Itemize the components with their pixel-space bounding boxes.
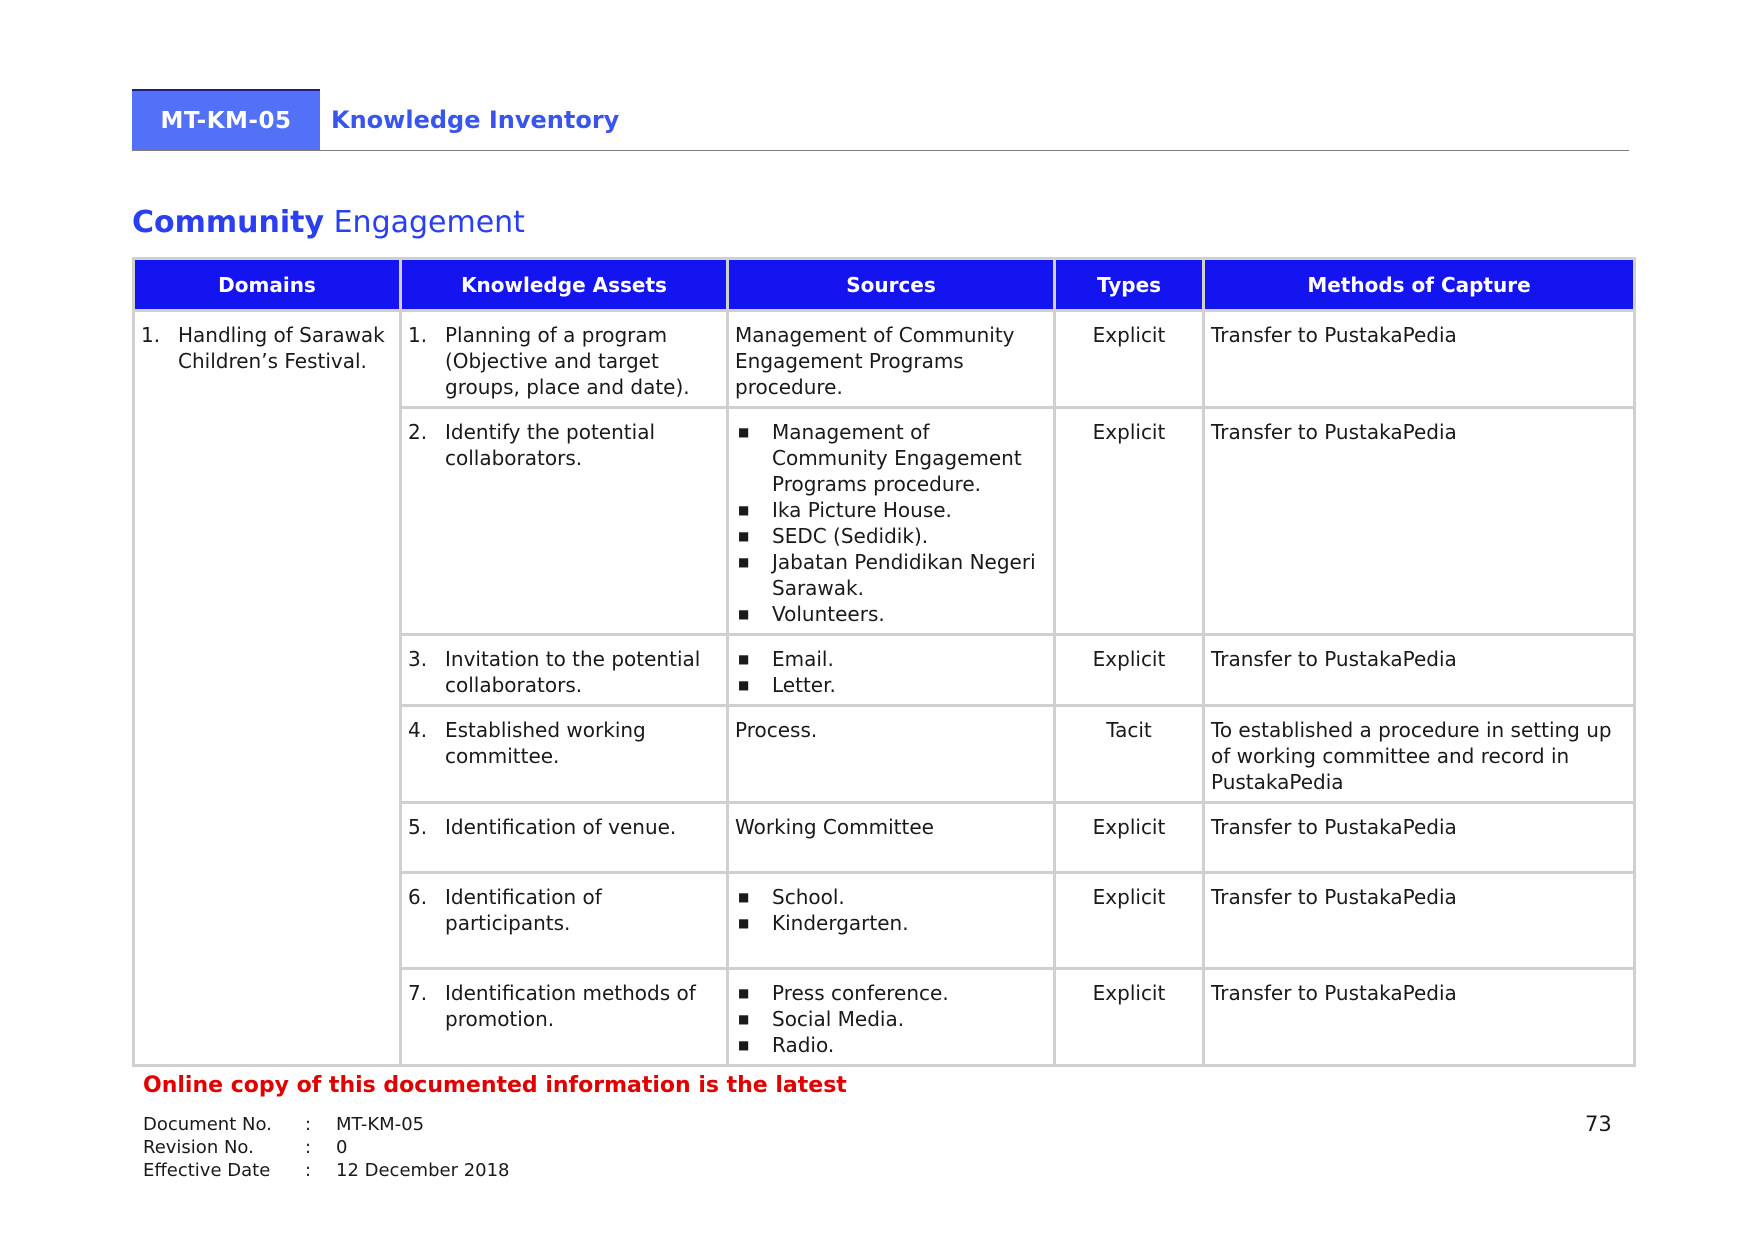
- type-cell: Tacit: [1055, 706, 1204, 803]
- source-cell: [728, 969, 1055, 1066]
- method-cell: Transfer to PustakaPedia: [1204, 873, 1635, 969]
- knowledge-asset-item: [408, 717, 720, 769]
- document-metadata: [143, 1113, 510, 1182]
- section-title: [132, 205, 525, 240]
- square-bullet-icon: ■: [738, 678, 750, 692]
- source-item-text: Jabatan Pendidikan Negeri Sarawak.: [772, 550, 1036, 600]
- table-row: [134, 311, 1635, 408]
- source-list-item: [735, 910, 1047, 936]
- method-cell: Transfer to PustakaPedia: [1204, 803, 1635, 873]
- method-cell: Transfer to PustakaPedia: [1204, 635, 1635, 706]
- source-list-item: [735, 497, 1047, 523]
- domain-item: [141, 322, 393, 374]
- knowledge-asset-cell: [401, 706, 728, 803]
- meta-value: 0: [336, 1137, 348, 1158]
- knowledge-inventory-table: [132, 257, 1636, 1067]
- source-item-text: Volunteers.: [772, 602, 885, 626]
- source-list-item: [735, 523, 1047, 549]
- knowledge-asset-cell: [401, 408, 728, 635]
- square-bullet-icon: ■: [738, 503, 750, 517]
- meta-row-document-no: [143, 1113, 510, 1136]
- source-item-text: Radio.: [772, 1033, 835, 1057]
- asset-number: 4.: [408, 718, 428, 742]
- source-list-item: [735, 419, 1047, 497]
- meta-row-effective-date: [143, 1159, 510, 1182]
- square-bullet-icon: ■: [738, 890, 750, 904]
- online-copy-notice: Online copy of this documented information is the latest: [143, 1073, 847, 1098]
- knowledge-asset-item: [408, 322, 720, 400]
- source-text: Management of Community Engagement Programs procedure.: [735, 323, 1015, 399]
- source-item-text: Email.: [772, 647, 834, 671]
- source-list-item: [735, 672, 1047, 698]
- knowledge-asset-cell: [401, 873, 728, 969]
- domain-cell: [134, 311, 401, 1066]
- knowledge-asset-cell: [401, 311, 728, 408]
- meta-separator: :: [305, 1160, 312, 1181]
- source-cell: [728, 873, 1055, 969]
- meta-value: 12 December 2018: [336, 1160, 510, 1181]
- square-bullet-icon: ■: [738, 425, 750, 439]
- source-cell: [728, 706, 1055, 803]
- source-item-text: SEDC (Sedidik).: [772, 524, 929, 548]
- knowledge-asset-item: [408, 419, 720, 471]
- square-bullet-icon: ■: [738, 1012, 750, 1026]
- table-header-row: [134, 259, 1635, 311]
- asset-text: Planning of a program (Objective and target groups, place and date).: [445, 323, 690, 399]
- source-list-item: [735, 1032, 1047, 1058]
- type-cell: Explicit: [1055, 969, 1204, 1066]
- domain-number: 1.: [141, 323, 161, 347]
- source-list: [735, 646, 1047, 698]
- type-cell: Explicit: [1055, 635, 1204, 706]
- source-item-text: Social Media.: [772, 1007, 905, 1031]
- column-header-types: Types: [1055, 259, 1204, 311]
- knowledge-asset-item: [408, 884, 720, 936]
- asset-number: 3.: [408, 647, 428, 671]
- square-bullet-icon: ■: [738, 916, 750, 930]
- column-header-sources: Sources: [728, 259, 1055, 311]
- method-cell: To established a procedure in setting up of working committee and record in PustakaPedia: [1204, 706, 1635, 803]
- source-cell: [728, 803, 1055, 873]
- source-cell: [728, 408, 1055, 635]
- asset-text: Identification methods of promotion.: [445, 981, 696, 1031]
- square-bullet-icon: ■: [738, 555, 750, 569]
- square-bullet-icon: ■: [738, 1038, 750, 1052]
- source-list-item: [735, 980, 1047, 1006]
- source-cell: [728, 311, 1055, 408]
- square-bullet-icon: ■: [738, 986, 750, 1000]
- meta-label: Effective Date: [143, 1160, 271, 1181]
- asset-number: 5.: [408, 815, 428, 839]
- source-item-text: Kindergarten.: [772, 911, 909, 935]
- page-number: 73: [1585, 1112, 1612, 1136]
- source-list-item: [735, 549, 1047, 601]
- source-list-item: [735, 601, 1047, 627]
- knowledge-asset-cell: [401, 969, 728, 1066]
- asset-text: Established working committee.: [445, 718, 646, 768]
- asset-text: Identification of venue.: [445, 815, 677, 839]
- knowledge-asset-cell: [401, 635, 728, 706]
- square-bullet-icon: ■: [738, 607, 750, 621]
- source-cell: [728, 635, 1055, 706]
- source-list-item: [735, 646, 1047, 672]
- source-text: Process.: [735, 718, 818, 742]
- source-list: [735, 884, 1047, 936]
- asset-text: Invitation to the potential collaborators.: [445, 647, 701, 697]
- source-item-text: Management of Community Engagement Programs procedure.: [772, 420, 1022, 496]
- section-title-bold: Community: [132, 205, 325, 240]
- asset-text: Identify the potential collaborators.: [445, 420, 655, 470]
- method-cell: Transfer to PustakaPedia: [1204, 408, 1635, 635]
- asset-number: 6.: [408, 885, 428, 909]
- meta-value: MT-KM-05: [336, 1114, 425, 1135]
- asset-text: Identification of participants.: [445, 885, 602, 935]
- method-cell: Transfer to PustakaPedia: [1204, 311, 1635, 408]
- header-rule: [132, 150, 1629, 151]
- knowledge-asset-cell: [401, 803, 728, 873]
- document-header: [132, 89, 1629, 151]
- asset-number: 2.: [408, 420, 428, 444]
- source-item-text: Press conference.: [772, 981, 949, 1005]
- meta-label: Revision No.: [143, 1137, 254, 1158]
- meta-separator: :: [305, 1137, 312, 1158]
- meta-separator: :: [305, 1114, 312, 1135]
- document-title: Knowledge Inventory: [331, 106, 620, 134]
- column-header-domains: Domains: [134, 259, 401, 311]
- type-cell: Explicit: [1055, 408, 1204, 635]
- asset-number: 1.: [408, 323, 428, 347]
- column-header-knowledge-assets: Knowledge Assets: [401, 259, 728, 311]
- knowledge-asset-item: [408, 980, 720, 1032]
- source-item-text: School.: [772, 885, 845, 909]
- knowledge-asset-item: [408, 646, 720, 698]
- source-list-item: [735, 1006, 1047, 1032]
- square-bullet-icon: ■: [738, 529, 750, 543]
- document-code: MT-KM-05: [132, 89, 320, 151]
- type-cell: Explicit: [1055, 803, 1204, 873]
- source-text: Working Committee: [735, 815, 934, 839]
- section-title-rest: Engagement: [333, 205, 525, 240]
- square-bullet-icon: ■: [738, 652, 750, 666]
- source-list: [735, 980, 1047, 1058]
- source-list: [735, 419, 1047, 627]
- asset-number: 7.: [408, 981, 428, 1005]
- knowledge-asset-item: [408, 814, 720, 840]
- method-cell: Transfer to PustakaPedia: [1204, 969, 1635, 1066]
- column-header-methods-of-capture: Methods of Capture: [1204, 259, 1635, 311]
- type-cell: Explicit: [1055, 311, 1204, 408]
- source-item-text: Ika Picture House.: [772, 498, 952, 522]
- meta-label: Document No.: [143, 1114, 272, 1135]
- source-list-item: [735, 884, 1047, 910]
- meta-row-revision-no: [143, 1136, 510, 1159]
- type-cell: Explicit: [1055, 873, 1204, 969]
- source-item-text: Letter.: [772, 673, 836, 697]
- domain-text: Handling of Sarawak Children’s Festival.: [178, 323, 385, 373]
